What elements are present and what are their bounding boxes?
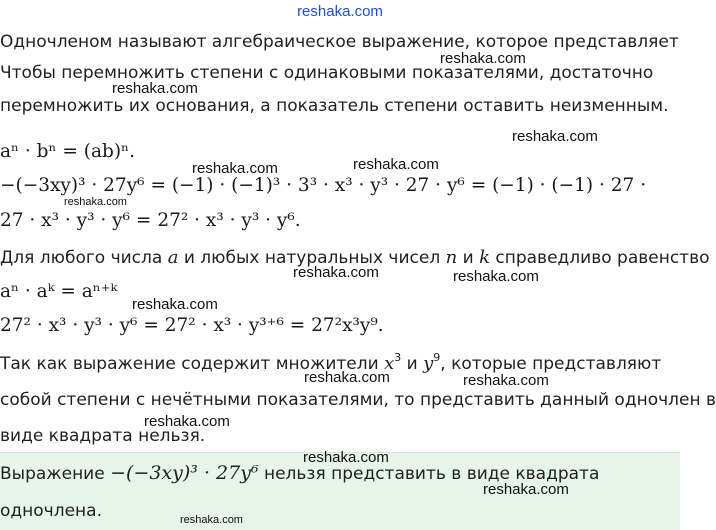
variable-a: a: [167, 247, 179, 268]
answer-part2: нельзя представить в виде квадрата: [258, 464, 600, 484]
expansion-line2: 27 · x³ · y³ · y⁶ = 27² · x³ · y³ · y⁶.: [0, 210, 301, 231]
expansion-line1: −(−3xy)³ · 27y⁶ = (−1) · (−1)³ · 3³ · x³ · y³ · 27 · y⁶ = (−1) · (−1) · 27 ·: [0, 175, 647, 196]
watermark: reshaka.com: [512, 128, 598, 145]
variable-k: k: [479, 247, 490, 268]
rule-formula: aⁿ · bⁿ = (ab)ⁿ.: [0, 141, 135, 162]
result-formula: 27² · x³ · y³ · y⁶ = 27² · x³ · y³⁺⁶ = 27²x³y⁹.: [0, 315, 384, 336]
reason-x: x: [384, 353, 395, 374]
answer-expression: −(−3xy)³ · 27y⁶: [110, 462, 259, 484]
reason-and: и: [401, 354, 424, 374]
property-intro-b: и любых натуральных чисел: [178, 248, 446, 268]
watermark: reshaka.com: [112, 80, 198, 97]
watermark: reshaka.com: [144, 413, 230, 430]
reason-y-exponent: 9: [433, 351, 441, 364]
watermark: reshaka.com: [463, 372, 549, 389]
watermark: reshaka.com: [303, 449, 389, 466]
watermark: reshaka.com: [440, 50, 526, 67]
reason-text-line2: собой степени с нечётными показателями, то представить данный одночлен в: [0, 390, 716, 410]
watermark: reshaka.com: [453, 268, 539, 285]
watermark: reshaka.com: [192, 160, 278, 177]
watermark: reshaka.com: [304, 369, 390, 386]
power-rule-formula: aⁿ · aᵏ = aⁿ⁺ᵏ: [0, 281, 118, 302]
variable-n: n: [445, 247, 458, 268]
watermark: reshaka.com: [180, 514, 243, 526]
reason-text-line3: виде квадрата нельзя.: [0, 426, 206, 446]
watermark: reshaka.com: [353, 156, 439, 173]
watermark: reshaka.com: [293, 264, 379, 281]
watermark: reshaka.com: [132, 296, 218, 313]
definition-text: Одночленом называют алгебраическое выражение, которое представляет: [0, 32, 679, 52]
reason-y: y: [423, 353, 434, 374]
reason-x-exponent: 3: [394, 351, 402, 364]
answer-line2: одночлена.: [0, 501, 102, 521]
property-intro-a: Для любого числа: [0, 248, 168, 268]
reason-a: Так как выражение содержит множители: [0, 354, 385, 374]
answer-part1: Выражение: [0, 464, 111, 484]
watermark: reshaka.com: [64, 196, 127, 208]
reason-b: , которые представляют: [440, 354, 662, 374]
rule-text-line1: Чтобы перемножить степени с одинаковыми показателями, достаточно: [0, 63, 654, 83]
property-intro-d: справедливо равенство: [489, 248, 710, 268]
site-header[interactable]: reshaka.com: [297, 3, 383, 20]
property-intro-c: и: [457, 248, 480, 268]
rule-text-line2: перемножить их основания, а показатель степени оставить неизменным.: [0, 96, 669, 116]
watermark: reshaka.com: [483, 481, 569, 498]
